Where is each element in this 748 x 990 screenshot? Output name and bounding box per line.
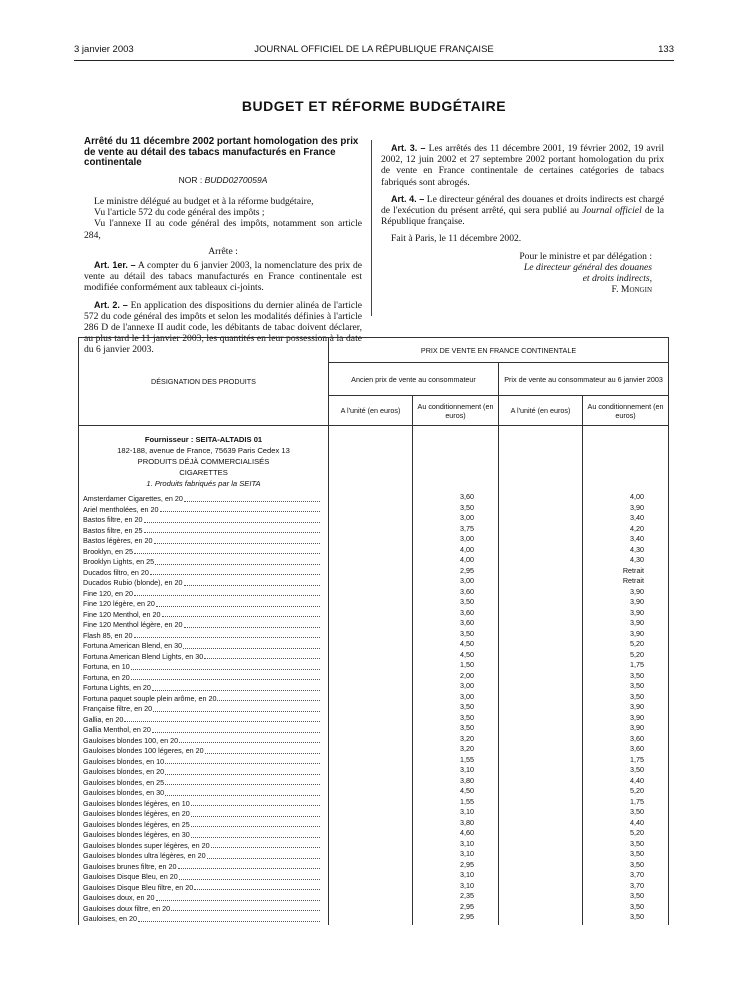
dot-leader: [179, 736, 320, 744]
header-nouveau-prix: Prix de vente au consommateur au 6 janvier 2003: [499, 363, 669, 396]
product-name: Brooklyn, en 25: [83, 546, 133, 556]
product-row-name: [83, 904, 322, 915]
product-names: [79, 489, 328, 925]
old-price: 3,60: [460, 607, 474, 617]
product-row-name: [83, 746, 322, 757]
header-ancien-unite: A l'unité (en euros): [329, 396, 413, 426]
product-row-name: [83, 715, 322, 726]
new-price: 3,70: [630, 880, 645, 890]
dot-leader: [162, 610, 320, 618]
product-name: Gauloises Disque Bleu filtre, en 20: [83, 882, 194, 892]
nor-reference: [84, 175, 362, 186]
product-name: Brooklyn Lights, en 25: [83, 557, 155, 566]
header-designation: DÉSIGNATION DES PRODUITS: [79, 338, 329, 426]
product-name: Française filtre, en 20: [83, 704, 153, 713]
product-row-name: [83, 578, 322, 589]
dot-leader: [150, 568, 320, 576]
article-1-text: A compter du 6 janvier 2003, la nomenclature des prix de vente au détail des tabacs manufacturés en France continentale est modifiée conformément aux tableaux ci-joints.: [84, 260, 363, 294]
dot-leader: [160, 505, 320, 513]
product-row-name: [83, 505, 322, 516]
product-row-name: [83, 589, 322, 600]
product-row-name: [83, 851, 322, 862]
new-price: 3,50: [630, 901, 645, 911]
new-price: 4,30: [630, 544, 645, 554]
new-price: 3,90: [630, 712, 645, 722]
header-prix-vente: PRIX DE VENTE EN FRANCE CONTINENTALE: [329, 338, 669, 363]
new-price: 3,50: [630, 859, 645, 869]
dot-leader: [178, 862, 321, 870]
dot-leader: [138, 914, 320, 922]
price-table: [78, 337, 669, 925]
article-4: [381, 194, 664, 228]
nouveau-unite-column: [499, 426, 583, 925]
product-name: Bastos filtre, en 25: [83, 525, 143, 535]
new-price: 3,90: [630, 618, 645, 627]
product-row-name: [83, 788, 322, 799]
article-4-text-a: Le directeur général des douanes et droits indirects est chargé de l'exécution du présent arrêté, qui sera publié au: [381, 193, 665, 217]
dot-leader: [207, 851, 320, 859]
old-price: 3,80: [460, 817, 474, 827]
product-row-name: [83, 673, 322, 684]
subcategory-heading: CIGARETTES: [179, 468, 228, 477]
old-price: 1,50: [460, 660, 474, 669]
product-name: Gauloises blondes, en 25: [83, 777, 165, 787]
dot-leader: [205, 746, 320, 754]
old-price: 3,00: [460, 681, 474, 690]
old-price: 3,60: [460, 586, 474, 596]
product-row-name: [83, 841, 322, 852]
product-name: Gauloises doux, en 20: [83, 893, 155, 902]
article-3: [381, 143, 664, 188]
dot-leader: [152, 725, 320, 733]
old-price: 3,20: [460, 733, 474, 743]
old-price: 4,60: [460, 828, 474, 837]
new-price: 3,90: [630, 586, 645, 596]
new-price: 3,90: [630, 502, 645, 512]
product-row-name: [83, 557, 322, 568]
old-prices: [413, 426, 498, 923]
old-price: 3,10: [460, 880, 474, 890]
product-row-name: [83, 652, 322, 663]
old-price: 3,10: [460, 838, 474, 848]
product-row-name: [83, 694, 322, 705]
product-row-name: [83, 799, 322, 810]
header-ancien-prix: Ancien prix de vente au consommateur: [329, 363, 499, 396]
product-row-name: [83, 494, 322, 505]
product-name: Gauloises blondes 100, en 20: [83, 735, 179, 745]
header-rule: [74, 60, 674, 61]
old-price: 3,60: [460, 618, 474, 627]
dot-leader: [165, 788, 320, 796]
new-price: 3,50: [630, 849, 645, 858]
dot-leader: [134, 547, 320, 555]
new-price: 3,90: [630, 702, 645, 711]
product-row-name: [83, 631, 322, 642]
old-price: 2,00: [460, 670, 474, 680]
old-price: 2,95: [460, 565, 474, 575]
product-name: Fortuna Lights, en 20: [83, 683, 151, 692]
new-price: 3,50: [630, 891, 645, 900]
dot-leader: [155, 557, 320, 565]
arrete-title: Arrêté du 11 décembre 2002 portant homologation des prix de vente au détail des tabacs manufacturés en France continentale: [84, 136, 359, 169]
old-price: 3,50: [460, 628, 474, 638]
old-price: 4,00: [460, 544, 474, 554]
supplier-address: 182-188, avenue de France, 75639 Paris Cedex 13: [117, 446, 290, 455]
product-name: Fine 120 Menthol, en 20: [83, 609, 161, 619]
dot-leader: [144, 515, 320, 523]
product-row-name: [83, 820, 322, 831]
product-name: Fortuna American Blend Lights, en 30: [83, 651, 204, 661]
old-price: 3,00: [460, 534, 474, 543]
product-name: Gauloises blondes super légères, en 20: [83, 840, 210, 850]
product-row-name: [83, 914, 322, 925]
product-row-name: [83, 883, 322, 894]
new-price: 3,90: [630, 597, 645, 606]
old-price: 3,60: [460, 492, 474, 501]
product-row-name: [83, 893, 322, 904]
product-name: Fine 120 Menthol légère, en 20: [83, 620, 183, 629]
new-price: 3,70: [630, 870, 645, 879]
product-name: Fine 120 légère, en 20: [83, 599, 155, 608]
signature-pour: Pour le ministre et par délégation :: [519, 250, 652, 262]
old-price: 3,75: [460, 523, 474, 533]
old-price: 4,50: [460, 786, 474, 795]
product-row-name: [83, 599, 322, 610]
dot-leader: [184, 620, 321, 628]
old-price: 3,00: [460, 576, 474, 585]
article-1-label: Art. 1er. –: [94, 260, 136, 270]
article-1: [84, 260, 362, 294]
old-price: 1,55: [460, 796, 474, 806]
dot-leader: [156, 893, 320, 901]
product-row-name: [83, 526, 322, 537]
new-price: 3,50: [630, 691, 645, 701]
old-price: 3,50: [460, 712, 474, 722]
new-price: 3,90: [630, 628, 645, 638]
product-name: Gallia, en 20: [83, 714, 124, 724]
new-price: 5,20: [630, 649, 645, 659]
article-2-label: Art. 2. –: [94, 299, 128, 310]
old-price: 3,00: [460, 691, 474, 701]
new-price: 1,75: [630, 660, 645, 669]
dot-leader: [191, 820, 320, 828]
new-price: 3,60: [630, 744, 645, 753]
product-row-name: [83, 620, 322, 631]
product-name: Gauloises blondes légères, en 25: [83, 819, 190, 829]
text-column-right: [381, 137, 664, 295]
dot-leader: [154, 536, 320, 544]
dot-leader: [179, 872, 320, 880]
dot-leader: [165, 757, 320, 765]
dot-leader: [217, 694, 320, 702]
product-row-name: [83, 872, 322, 883]
product-name: Gauloises blondes, en 10: [83, 756, 165, 766]
dot-leader: [134, 589, 320, 597]
nouveau-conditionnement-column: [583, 426, 669, 925]
product-row-name: [83, 725, 322, 736]
product-name: Amsterdamer Cigarettes, en 20: [83, 494, 183, 503]
signature-title-1: Le directeur général des douanes: [523, 261, 652, 273]
dot-leader: [134, 631, 320, 639]
old-price: 3,50: [460, 702, 474, 711]
product-row-name: [83, 704, 322, 715]
new-price: 3,40: [630, 513, 645, 522]
subsection-heading: 1. Produits fabriqués par la SEITA: [146, 479, 261, 488]
product-name: Fortuna, en 10: [83, 662, 130, 671]
arrete-word: Arrête :: [208, 245, 238, 257]
product-name: Gauloises doux filtre, en 20: [83, 903, 171, 913]
old-price: 4,00: [460, 555, 474, 564]
old-price: 1,55: [460, 754, 474, 764]
dot-leader: [124, 715, 320, 723]
dot-leader: [184, 494, 320, 502]
paragraph-vu-article: Vu l'article 572 du code général des impôts ;: [94, 207, 265, 219]
new-price: 3,50: [630, 765, 645, 774]
dot-leader: [183, 641, 320, 649]
dot-leader: [165, 767, 320, 775]
product-name: Fortuna paquet souple plein arôme, en 20: [83, 693, 217, 703]
new-price: 4,20: [630, 523, 645, 533]
dot-leader: [211, 841, 320, 849]
old-price: 2,95: [460, 901, 474, 911]
article-4-label: Art. 4. –: [391, 193, 425, 204]
old-price: 3,50: [460, 723, 474, 732]
article-4-journal: Journal officiel: [582, 205, 642, 217]
new-price: 4,40: [630, 775, 645, 785]
product-name: Gauloises blondes ultra légères, en 20: [83, 851, 206, 860]
dot-leader: [204, 652, 320, 660]
paragraph-ministre: Le ministre délégué au budget et à la réforme budgétaire,: [94, 195, 314, 207]
dot-leader: [144, 526, 320, 534]
column-divider: [371, 140, 372, 316]
product-name: Fortuna, en 20: [83, 672, 130, 682]
new-price: 3,50: [630, 838, 645, 848]
supplier-block: [79, 426, 328, 489]
old-price: 3,10: [460, 870, 474, 879]
dot-leader: [131, 673, 320, 681]
dot-leader: [171, 904, 320, 912]
header-date: 3 janvier 2003: [74, 44, 134, 55]
dot-leader: [191, 799, 320, 807]
product-name: Ducados filtro, en 20: [83, 567, 149, 577]
nor-value: BUDD0270059A: [204, 174, 268, 185]
new-price: 5,20: [630, 786, 645, 795]
product-name: Bastos filtre, en 20: [83, 515, 143, 524]
signature-name: F. Mongin: [611, 284, 652, 296]
new-price: 3,40: [630, 534, 645, 543]
product-row-name: [83, 515, 322, 526]
product-name: Gauloises blondes 100 légeres, en 20: [83, 746, 204, 755]
product-name: Gauloises blondes légères, en 30: [83, 830, 190, 839]
category-heading: PRODUITS DÉJÀ COMMERCIALISÉS: [137, 457, 270, 466]
old-price: 3,10: [460, 807, 474, 816]
new-price: 3,50: [630, 670, 645, 680]
product-row-name: [83, 662, 322, 673]
new-price: 3,50: [630, 807, 645, 816]
product-row-name: [83, 536, 322, 547]
dot-leader: [153, 704, 320, 712]
new-prices: [583, 426, 668, 923]
product-row-name: [83, 862, 322, 873]
new-price: Retrait: [622, 576, 645, 585]
product-row-name: [83, 547, 322, 558]
product-name: Bastos légères, en 20: [83, 536, 153, 545]
dot-leader: [191, 830, 320, 838]
signature-title-2: et droits indirects,: [582, 273, 652, 285]
product-row-name: [83, 809, 322, 820]
dot-leader: [191, 809, 320, 817]
supplier-label: Fournisseur :: [144, 435, 194, 444]
new-price: 3,90: [630, 607, 645, 617]
dot-leader: [131, 662, 320, 670]
old-price: 3,10: [460, 765, 474, 774]
new-price: 4,00: [630, 492, 645, 501]
supplier-name: SEITA-ALTADIS 01: [195, 435, 263, 444]
product-row-name: [83, 641, 322, 652]
article-4-text-b: de la République française.: [381, 205, 664, 228]
page-header: [74, 44, 674, 58]
product-name: Gauloises, en 20: [83, 914, 137, 923]
header-nouveau-conditionnement: Au conditionnement (en euros): [583, 396, 669, 426]
new-price: 1,75: [630, 796, 645, 806]
paragraph-vu-annexe: Vu l'annexe II au code général des impôts, notamment son article 284,: [84, 218, 362, 241]
product-name: Flash 85, en 20: [83, 630, 133, 640]
old-price: 3,10: [460, 849, 474, 858]
new-price: 5,20: [630, 639, 645, 648]
product-row-name: [83, 568, 322, 579]
fait-a-paris: Fait à Paris, le 11 décembre 2002.: [391, 233, 522, 245]
product-name: Gauloises blondes légères, en 20: [83, 809, 190, 818]
header-journal-title: JOURNAL OFFICIEL DE LA RÉPUBLIQUE FRANÇAISE: [254, 44, 494, 55]
new-price: 4,40: [630, 817, 645, 827]
new-price: 3,50: [630, 681, 645, 690]
ancien-unite-column: [329, 426, 413, 925]
product-name: Gallia Menthol, en 20: [83, 725, 151, 734]
header-nouveau-unite: A l'unité (en euros): [499, 396, 583, 426]
product-name: Gauloises blondes, en 20: [83, 767, 165, 776]
old-price: 3,50: [460, 502, 474, 512]
product-name: Ducados Rubio (blonde), en 20: [83, 578, 183, 587]
product-row-name: [83, 736, 322, 747]
dot-leader: [194, 883, 320, 891]
product-name: Fortuna American Blend, en 30: [83, 641, 183, 650]
old-price: 3,20: [460, 744, 474, 753]
new-price: 3,50: [630, 912, 645, 921]
product-name: Gauloises Disque Bleu, en 20: [83, 872, 178, 881]
product-row-name: [83, 757, 322, 768]
old-price: 3,50: [460, 597, 474, 606]
dot-leader: [156, 599, 320, 607]
article-2-text: En application des dispositions du dernier alinéa de l'article 572 du code général des impôts et selon les modalités définies à l'article 286 D de l'annexe II audit code, les débitants de tabac doivent déclarer, au plus tard le 11 janvier 2003, les quantités en leur possession à la date du 6 janvier 2003.: [84, 299, 362, 356]
new-price: 4,30: [630, 555, 645, 564]
product-name: Gauloises blondes légères, en 10: [83, 798, 190, 808]
product-row-name: [83, 610, 322, 621]
header-ancien-conditionnement: Au conditionnement (en euros): [413, 396, 499, 426]
old-price: 2,35: [460, 891, 474, 900]
section-title: BUDGET ET RÉFORME BUDGÉTAIRE: [241, 98, 507, 114]
product-name: Fine 120, en 20: [83, 588, 133, 598]
product-name: Gauloises blondes, en 30: [83, 788, 165, 797]
product-row-name: [83, 830, 322, 841]
text-column-left: [84, 137, 362, 356]
new-price: Retrait: [622, 565, 645, 575]
article-3-text: Les arrêtés des 11 décembre 2001, 19 février 2002, 19 avril 2002, 12 juin 2002 et 27 septembre 2002 portant homologation du prix de vente en France continentale de certaines catégories de tabacs fabriqués sont abrogés.: [381, 143, 664, 188]
header-page-number: 133: [658, 44, 674, 55]
supplier-line: [79, 434, 328, 445]
designation-column: [79, 426, 329, 925]
product-row-name: [83, 683, 322, 694]
product-name: Ariel mentholées, en 20: [83, 504, 159, 514]
old-price: 2,95: [460, 859, 474, 869]
product-name: Gauloises brunes filtre, en 20: [83, 861, 177, 871]
new-price: 1,75: [630, 754, 645, 764]
dot-leader: [165, 778, 320, 786]
old-price: 3,00: [460, 513, 474, 522]
product-row-name: [83, 778, 322, 789]
old-price: 4,50: [460, 649, 474, 659]
new-price: 3,90: [630, 723, 645, 732]
product-row-name: [83, 767, 322, 778]
new-price: 3,60: [630, 733, 645, 743]
dot-leader: [184, 578, 321, 586]
article-3-label: Art. 3. –: [391, 143, 426, 153]
old-price: 3,80: [460, 775, 474, 785]
old-price: 2,95: [460, 912, 474, 921]
dot-leader: [152, 683, 320, 691]
ancien-conditionnement-column: [413, 426, 499, 925]
nor-label: NOR :: [178, 174, 203, 185]
new-price: 5,20: [630, 828, 645, 837]
old-price: 4,50: [460, 639, 474, 648]
